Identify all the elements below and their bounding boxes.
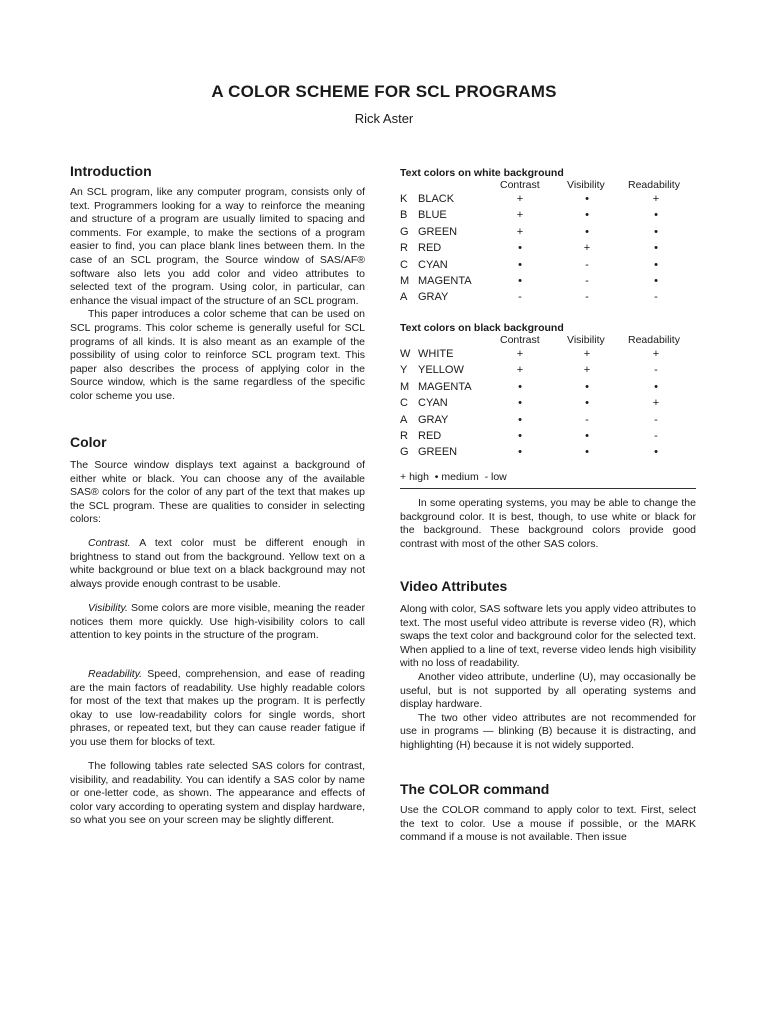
color-name: BLACK <box>418 193 455 205</box>
visibility-rating: - <box>585 258 589 271</box>
visibility-rating: - <box>585 291 589 304</box>
readability-rating: • <box>654 209 658 222</box>
col-header-readability: Readability <box>628 179 680 191</box>
readability-term: Readability. <box>88 668 143 680</box>
video-paragraphs <box>400 603 696 753</box>
color-name: WHITE <box>418 348 454 360</box>
color-name: BLUE <box>418 209 447 222</box>
tables-intro-paragraph <box>70 760 365 828</box>
color-name: CYAN <box>418 397 448 410</box>
color-code: B <box>400 209 408 222</box>
visibility-rating: - <box>585 413 589 426</box>
after-tables-text: In some operating systems, you may be able to change the background color. It is best, though, to use white or black for the background. These background colors provide good contrast with most of the other SAS colors. <box>400 497 696 550</box>
contrast-rating: + <box>516 193 524 205</box>
table-row <box>400 446 700 462</box>
table-row <box>400 348 700 364</box>
color-heading: Color <box>70 434 107 450</box>
readability-rating: • <box>654 242 658 255</box>
table-row <box>400 193 700 209</box>
contrast-rating: + <box>516 364 524 377</box>
readability-rating: - <box>654 430 658 442</box>
legend-medium-symbol: • <box>434 471 439 483</box>
paper-title: A COLOR SCHEME FOR SCL PROGRAMS <box>211 82 557 101</box>
visibility-term: Visibility. <box>88 602 128 614</box>
color-name: GREEN <box>418 446 458 459</box>
black-background-table <box>400 320 700 470</box>
readability-text: Speed, comprehension, and ease of reading are the main factors of readability. Use highly readable colors for most of the text that makes up the program. It is perfectly okay to use low-readability colors for single words, short phrases, or repeated text, but they can cause reader fatigue if you use them for blocks of text. <box>70 668 365 748</box>
contrast-rating: • <box>518 413 522 426</box>
col-header-readability: Readability <box>628 334 680 346</box>
color-name: CYAN <box>418 258 448 271</box>
intro-paragraph-2: This paper introduces a color scheme that can be used on SCL programs. This color scheme is generally useful for SCL programs of all kinds. It is also meant as an example of the possibility of using color to reinforce SCL program text. This paper also describes the process of applying color in the Source window, which is the same regardless of the specific color scheme you use. <box>70 308 365 402</box>
color-code: M <box>400 275 410 287</box>
visibility-rating: • <box>585 209 589 222</box>
video-paragraph-3: The two other video attributes are not recommended for use in programs — blinking (B) because it is distracting, and highlighting (H) because it is not widely supported. <box>400 711 696 751</box>
col-header-visibility: Visibility <box>567 334 605 346</box>
color-name: MAGENTA <box>418 380 472 393</box>
color-code: K <box>400 193 408 205</box>
col-header-visibility: Visibility <box>567 179 605 191</box>
readability-rating: - <box>654 413 658 426</box>
contrast-rating: • <box>518 446 522 459</box>
color-code: G <box>400 446 409 459</box>
command-paragraph <box>400 804 696 845</box>
color-code: C <box>400 397 408 410</box>
intro-paragraph-1: An SCL program, like any computer program, consists only of text. Programmers looking for a way to reinforce the meaning and structure of a program are usually limited to spacing and comments. For example, to make the sections of a program easier to find, you can place blank lines between them. In the case of an SCL program, the Source window of SAS/AF® software also lets you add color and video attributes to selected text of the program. Using color, in particular, can enhance the visual impact of the structure of an SCL program. <box>70 186 365 307</box>
contrast-rating: • <box>518 275 522 287</box>
tables-paragraph: The following tables rate selected SAS colors for contrast, visibility, and readability. You can identify a SAS color by name or one-letter code, as shown. The appearance and effects of color vary according to operating system and display hardware, so what you see on your screen may be slightly different. <box>70 760 365 827</box>
contrast-rating: + <box>516 348 524 360</box>
color-code: R <box>400 242 408 255</box>
readability-rating: • <box>654 275 658 287</box>
legend-medium: medium <box>441 471 479 483</box>
visibility-rating: • <box>585 446 589 459</box>
contrast-rating: • <box>518 430 522 442</box>
readability-paragraph <box>70 668 365 750</box>
color-code: M <box>400 380 410 393</box>
after-tables-paragraph <box>400 497 696 551</box>
color-code: Y <box>400 364 408 377</box>
color-code: G <box>400 225 409 238</box>
contrast-rating: • <box>518 397 522 410</box>
table-row <box>400 226 700 242</box>
color-code: R <box>400 430 408 442</box>
table-row <box>400 291 700 307</box>
black-table-caption: Text colors on black background <box>400 322 564 334</box>
color-code: C <box>400 258 408 271</box>
visibility-rating: - <box>585 275 589 287</box>
contrast-rating: + <box>516 225 524 238</box>
contrast-rating: • <box>518 258 522 271</box>
table-row <box>400 259 700 275</box>
contrast-rating: • <box>518 380 522 393</box>
video-paragraph-1: Along with color, SAS software lets you apply video attributes to text. The most useful video attribute is reverse video (R), which swaps the text color and background color for the selected text. When applied to a line of text, reverse video lends high visibility with no loss of readability. <box>400 603 696 670</box>
table-row <box>400 397 700 413</box>
visibility-rating: + <box>583 348 591 360</box>
intro-paragraphs <box>70 186 365 404</box>
visibility-paragraph <box>70 602 365 643</box>
readability-rating: • <box>654 446 658 459</box>
contrast-rating: + <box>516 209 524 222</box>
rating-legend <box>400 471 507 483</box>
visibility-rating: + <box>583 364 591 377</box>
introduction-heading: Introduction <box>70 163 152 179</box>
command-paragraph-1: Use the COLOR command to apply color to text. First, select the text to color. Use a mouse if possible, or the MARK command if a mouse is not available. Then issue <box>400 804 696 844</box>
visibility-rating: • <box>585 225 589 238</box>
color-name: GRAY <box>418 291 449 304</box>
color-command-heading: The COLOR command <box>400 781 550 797</box>
author-name: Rick Aster <box>354 111 414 126</box>
col-header-contrast: Contrast <box>500 334 540 346</box>
readability-rating: - <box>654 364 658 377</box>
white-table-caption: Text colors on white background <box>400 167 564 179</box>
color-code: A <box>400 291 408 304</box>
visibility-rating: • <box>585 380 589 393</box>
table-row <box>400 414 700 430</box>
readability-rating: - <box>654 291 658 304</box>
readability-rating: + <box>652 397 660 410</box>
visibility-rating: + <box>583 242 591 255</box>
readability-rating: + <box>652 193 660 205</box>
readability-rating: • <box>654 380 658 393</box>
color-name: GREEN <box>418 225 458 238</box>
readability-rating: + <box>652 348 660 360</box>
col-header-contrast: Contrast <box>500 179 540 191</box>
legend-divider <box>400 488 696 489</box>
legend-high-symbol: + <box>400 471 407 483</box>
visibility-rating: • <box>585 397 589 410</box>
readability-rating: • <box>654 258 658 271</box>
table-row <box>400 381 700 397</box>
video-paragraph-2: Another video attribute, underline (U), may occasionally be useful, but is not supported by all operating systems and display hardware. <box>400 670 696 711</box>
table-row <box>400 242 700 258</box>
color-name: MAGENTA <box>418 275 472 287</box>
table-row <box>400 275 700 291</box>
contrast-text: A text color must be different enough in brightness to stand out from the background. Yellow text on a white background or blue text on a black background may not always provide enough contrast to be usable. <box>70 537 365 590</box>
color-code: W <box>400 348 411 360</box>
legend-high: high <box>409 471 429 483</box>
table-row <box>400 364 700 380</box>
table-row <box>400 209 700 225</box>
color-name: RED <box>418 242 442 255</box>
legend-low: low <box>491 471 507 483</box>
readability-rating: • <box>654 225 658 238</box>
table-row <box>400 430 700 446</box>
white-background-table <box>400 165 700 315</box>
contrast-rating: - <box>518 291 522 304</box>
color-paragraph-1: The Source window displays text against a background of either white or black. You can choose any of the available SAS® colors for the color of any part of the text that makes up the SCL program. These are qualities to consider in selecting colors: <box>70 459 365 526</box>
video-attributes-heading: Video Attributes <box>400 578 508 594</box>
contrast-rating: • <box>518 242 522 255</box>
visibility-text: Some colors are more visible, meaning the reader notices them more quickly. Use high-visibility colors to call attention to key points in the structure of the program. <box>70 602 365 642</box>
color-name: YELLOW <box>418 364 464 377</box>
color-name: GRAY <box>418 413 449 426</box>
color-name: RED <box>418 430 442 442</box>
contrast-term: Contrast. <box>88 537 131 549</box>
contrast-paragraph <box>70 537 365 591</box>
visibility-rating: • <box>585 193 589 205</box>
visibility-rating: • <box>585 430 589 442</box>
color-code: A <box>400 413 408 426</box>
legend-low-symbol: - <box>484 471 489 483</box>
color-intro-paragraph <box>70 459 365 527</box>
